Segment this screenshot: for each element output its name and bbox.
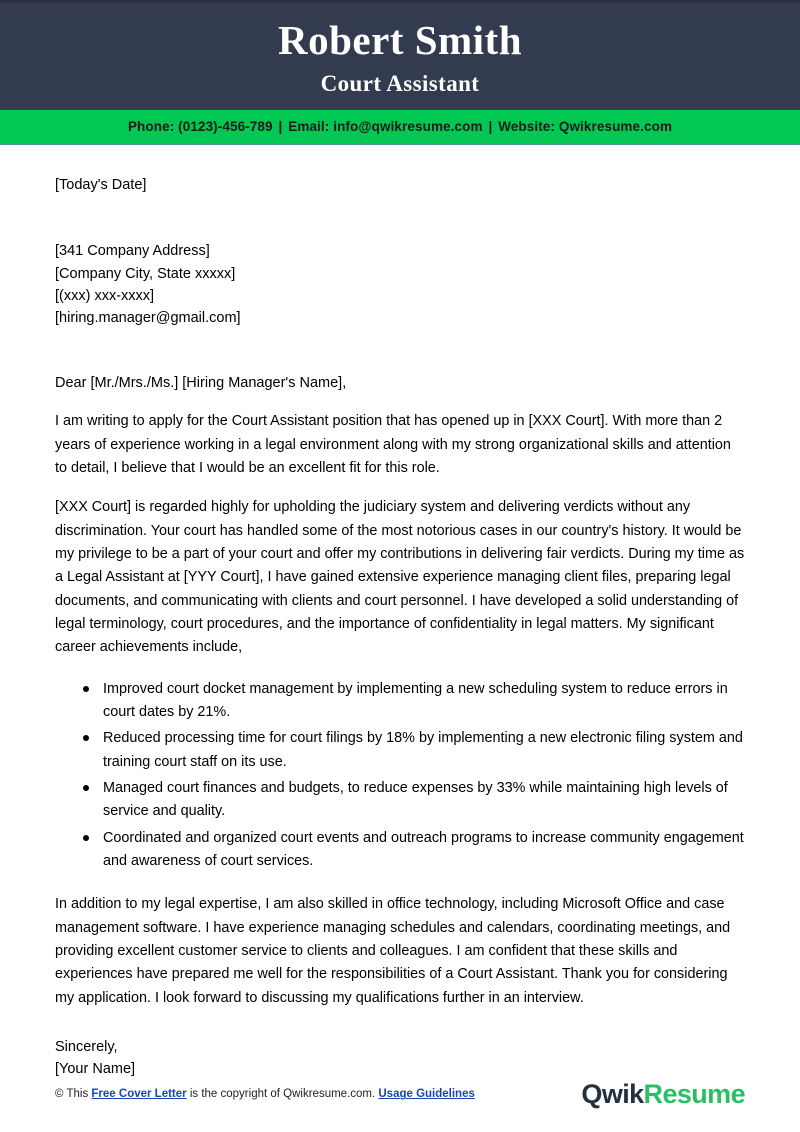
website-label: Website:	[498, 118, 555, 134]
bullet-icon	[83, 835, 89, 841]
list-item	[55, 827, 745, 874]
list-item-text: Coordinated and organized court events and outreach programs to increase community engagement and awareness of court services.	[103, 829, 744, 869]
phone-label: Phone:	[127, 118, 175, 134]
website-value[interactable]: Qwikresume.com	[558, 118, 673, 134]
bullet-icon	[83, 686, 89, 692]
header-band	[0, 0, 800, 110]
closing-salutation: Sincerely,	[55, 1038, 118, 1055]
contact-line	[0, 119, 800, 134]
phone-value: (0123)-456-789	[178, 118, 273, 134]
list-item-text: Managed court finances and budgets, to reduce expenses by 33% while maintaining high levels of service and quality.	[103, 779, 728, 820]
logo-text-resume: Resume	[643, 1079, 745, 1109]
footer-text-middle: is the copyright of Qwikresume.com.	[186, 1088, 379, 1101]
recipient-line: [(xxx) xxx-xxxx]	[55, 287, 155, 304]
paragraph-experience: [XXX Court] is regarded highly for upholding the judiciary system and delivering verdicts without any discrimination. Your court has handled some of the most notorious cases in our country's history. It would be my privilege to be a part of your court and offer my contributions in delivering fair verdicts. During my time as a Legal Assistant at [YYY Court], I have gained extensive experience managing client files, preparing legal documents, and communicating with clients and court personnel. I have developed a solid understanding of legal terminology, court procedures, and the importance of confidentiality in legal matters. My significant career achievements include,	[55, 499, 745, 656]
achievements-list	[55, 678, 745, 874]
signoff-block	[55, 1036, 745, 1080]
signature-name: [Your Name]	[55, 1060, 136, 1077]
list-item-text: Reduced processing time for court filings by 18% by implementing a new electronic filing system and training court staff on its use.	[103, 730, 743, 770]
applicant-name: Robert Smith	[277, 17, 522, 63]
footer-text-before: This	[63, 1088, 92, 1101]
list-item	[55, 777, 745, 824]
bullet-icon	[83, 785, 89, 791]
applicant-job-title: Court Assistant	[320, 71, 480, 97]
copyright-icon: ©	[55, 1088, 64, 1101]
recipient-line: [hiring.manager@gmail.com]	[55, 309, 241, 326]
logo-text-qwik: Qwik	[581, 1079, 644, 1109]
list-item-text: Improved court docket management by implementing a new scheduling system to reduce errors in court dates by 21%.	[103, 680, 728, 720]
qwikresume-logo[interactable]	[581, 1081, 745, 1108]
list-item	[55, 727, 745, 774]
recipient-line: [341 Company Address]	[55, 243, 210, 260]
page-footer	[0, 1081, 800, 1108]
contact-band	[0, 110, 800, 145]
free-cover-letter-link[interactable]: Free Cover Letter	[91, 1088, 187, 1101]
recipient-address-block	[55, 240, 745, 328]
footer-copyright	[55, 1086, 475, 1102]
salutation: Dear [Mr./Mrs./Ms.] [Hiring Manager's Name],	[55, 374, 347, 391]
recipient-line: [Company City, State xxxxx]	[55, 265, 236, 282]
email-label: Email:	[288, 118, 330, 134]
email-value[interactable]: info@qwikresume.com	[333, 118, 483, 134]
usage-guidelines-link[interactable]: Usage Guidelines	[378, 1088, 475, 1101]
letter-body	[0, 175, 800, 1080]
contact-separator-2: |	[488, 118, 493, 134]
paragraph-intro: I am writing to apply for the Court Assistant position that has opened up in [XXX Court]. With more than 2 years of experience working in a legal environment along with my strong organizational skills and attention to detail, I believe that I would be an excellent fit for this role.	[55, 413, 731, 477]
contact-separator-1: |	[278, 118, 283, 134]
letter-date: [Today's Date]	[55, 176, 147, 193]
bullet-icon	[83, 735, 89, 741]
list-item	[55, 678, 745, 725]
paragraph-closing: In addition to my legal expertise, I am also skilled in office technology, including Microsoft Office and case management software. I have experience managing schedules and calendars, coordinating meetings, and providing excellent customer service to clients and colleagues. I am confident that these skills and experiences have prepared me well for the responsibilities of a Court Assistant. Thank you for considering my application. I look forward to discussing my qualifications further in an interview.	[55, 896, 731, 1006]
